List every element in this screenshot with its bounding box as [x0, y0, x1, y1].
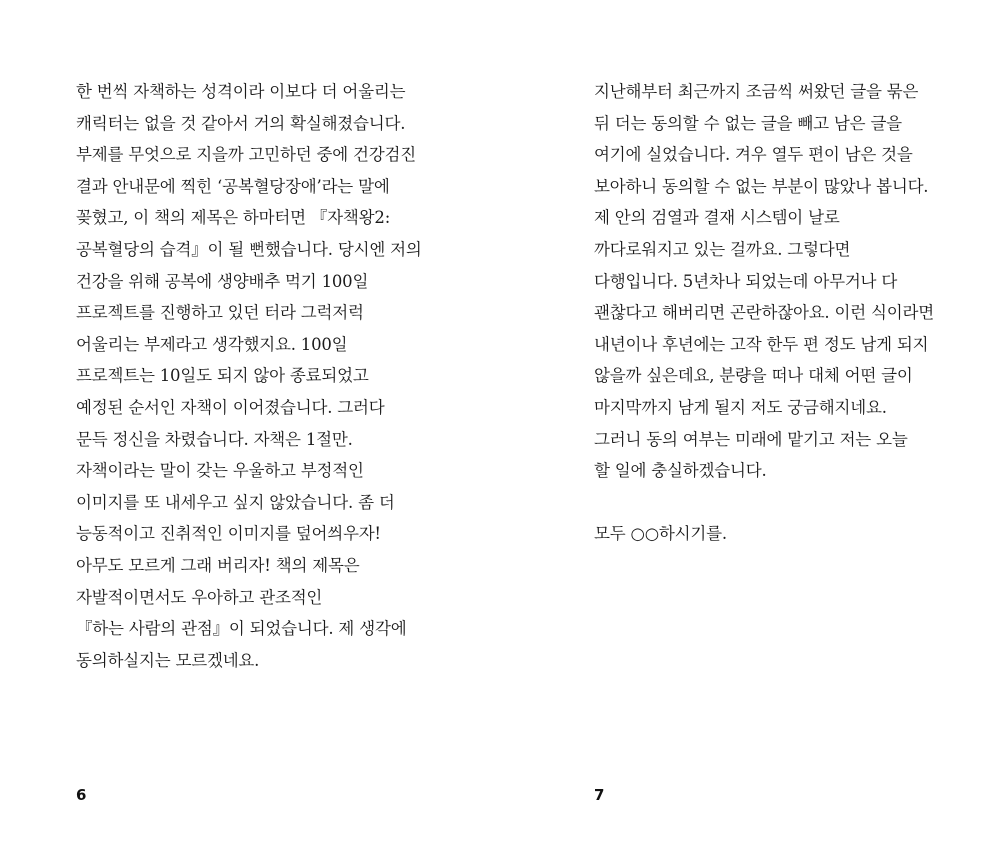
text-line: 동의하실지는 모르겠네요. [76, 650, 260, 670]
text-line: 프로젝트는 10일도 되지 않아 종료되었고 [76, 366, 369, 386]
text-line: 꽂혔고, 이 책의 제목은 하마터면 『자책왕2: [76, 208, 391, 228]
text-line: 뒤 더는 동의할 수 없는 글을 빼고 남은 글을 [594, 113, 902, 133]
text-line: 이미지를 또 내세우고 싶지 않았습니다. 좀 더 [76, 492, 395, 512]
text-line: 다행입니다. 5년차나 되었는데 아무거나 다 [594, 271, 898, 291]
text-line: 공복혈당의 습격』이 될 뻔했습니다. 당시엔 저의 [76, 239, 422, 259]
text-line: 제 안의 검열과 결재 시스템이 날로 [594, 208, 840, 228]
text-line: 한 번씩 자책하는 성격이라 이보다 더 어울리는 [76, 82, 406, 101]
text-line: 않을까 싶은데요, 분량을 떠나 대체 어떤 글이 [594, 366, 913, 386]
text-line: 어울리는 부제라고 생각했지요. 100일 [76, 334, 348, 354]
left-page-text [76, 76, 496, 676]
text-line: 부제를 무엇으로 지을까 고민하던 중에 건강검진 [76, 145, 417, 165]
text-line: 『하는 사람의 관점』이 되었습니다. 제 생각에 [76, 619, 407, 639]
blank-line [594, 487, 994, 519]
text-line: 자발적이면서도 우아하고 관조적인 [76, 587, 323, 607]
text-line: 까다로워지고 있는 걸까요. 그렇다면 [594, 239, 851, 259]
text-line: 프로젝트를 진행하고 있던 터라 그럭저럭 [76, 303, 364, 323]
text-line: 자책이라는 말이 갖는 우울하고 부정적인 [76, 461, 364, 481]
text-line: 캐릭터는 없을 것 같아서 거의 확실해졌습니다. [76, 113, 406, 133]
text-line: 능동적이고 진취적인 이미지를 덮어씌우자! [76, 524, 381, 544]
text-line: 할 일에 충실하겠습니다. [594, 461, 767, 481]
text-line: 여기에 실었습니다. 겨우 열두 편이 남은 것을 [594, 145, 913, 165]
page-number: 6 [76, 786, 87, 804]
text-line: 괜찮다고 해버리면 곤란하잖아요. 이런 식이라면 [594, 303, 935, 323]
text-line: 지난해부터 최근까지 조금씩 써왔던 글을 묶은 [594, 82, 919, 101]
text-line: 내년이나 후년에는 고작 한두 편 정도 남게 되지 [594, 334, 929, 354]
right-page [500, 0, 1000, 850]
right-page-text [594, 76, 994, 550]
text-line: 아무도 모르게 그래 버리자! 책의 제목은 [76, 555, 360, 575]
text-line: 문득 정신을 차렸습니다. 자책은 1절만. [76, 429, 353, 449]
text-line: 건강을 위해 공복에 생양배추 먹기 100일 [76, 271, 369, 291]
text-line: 그러니 동의 여부는 미래에 맡기고 저는 오늘 [594, 429, 908, 449]
text-line: 모두 ○○하시기를. [594, 524, 727, 544]
text-line: 마지막까지 남게 될지 저도 궁금해지네요. [594, 397, 887, 417]
page-number: 7 [594, 786, 605, 804]
text-line: 결과 안내문에 찍힌 ‘공복혈당장애’라는 말에 [76, 176, 390, 196]
text-line: 예정된 순서인 자책이 이어졌습니다. 그러다 [76, 397, 385, 417]
text-line: 보아하니 동의할 수 없는 부분이 많았나 봅니다. [594, 176, 929, 196]
